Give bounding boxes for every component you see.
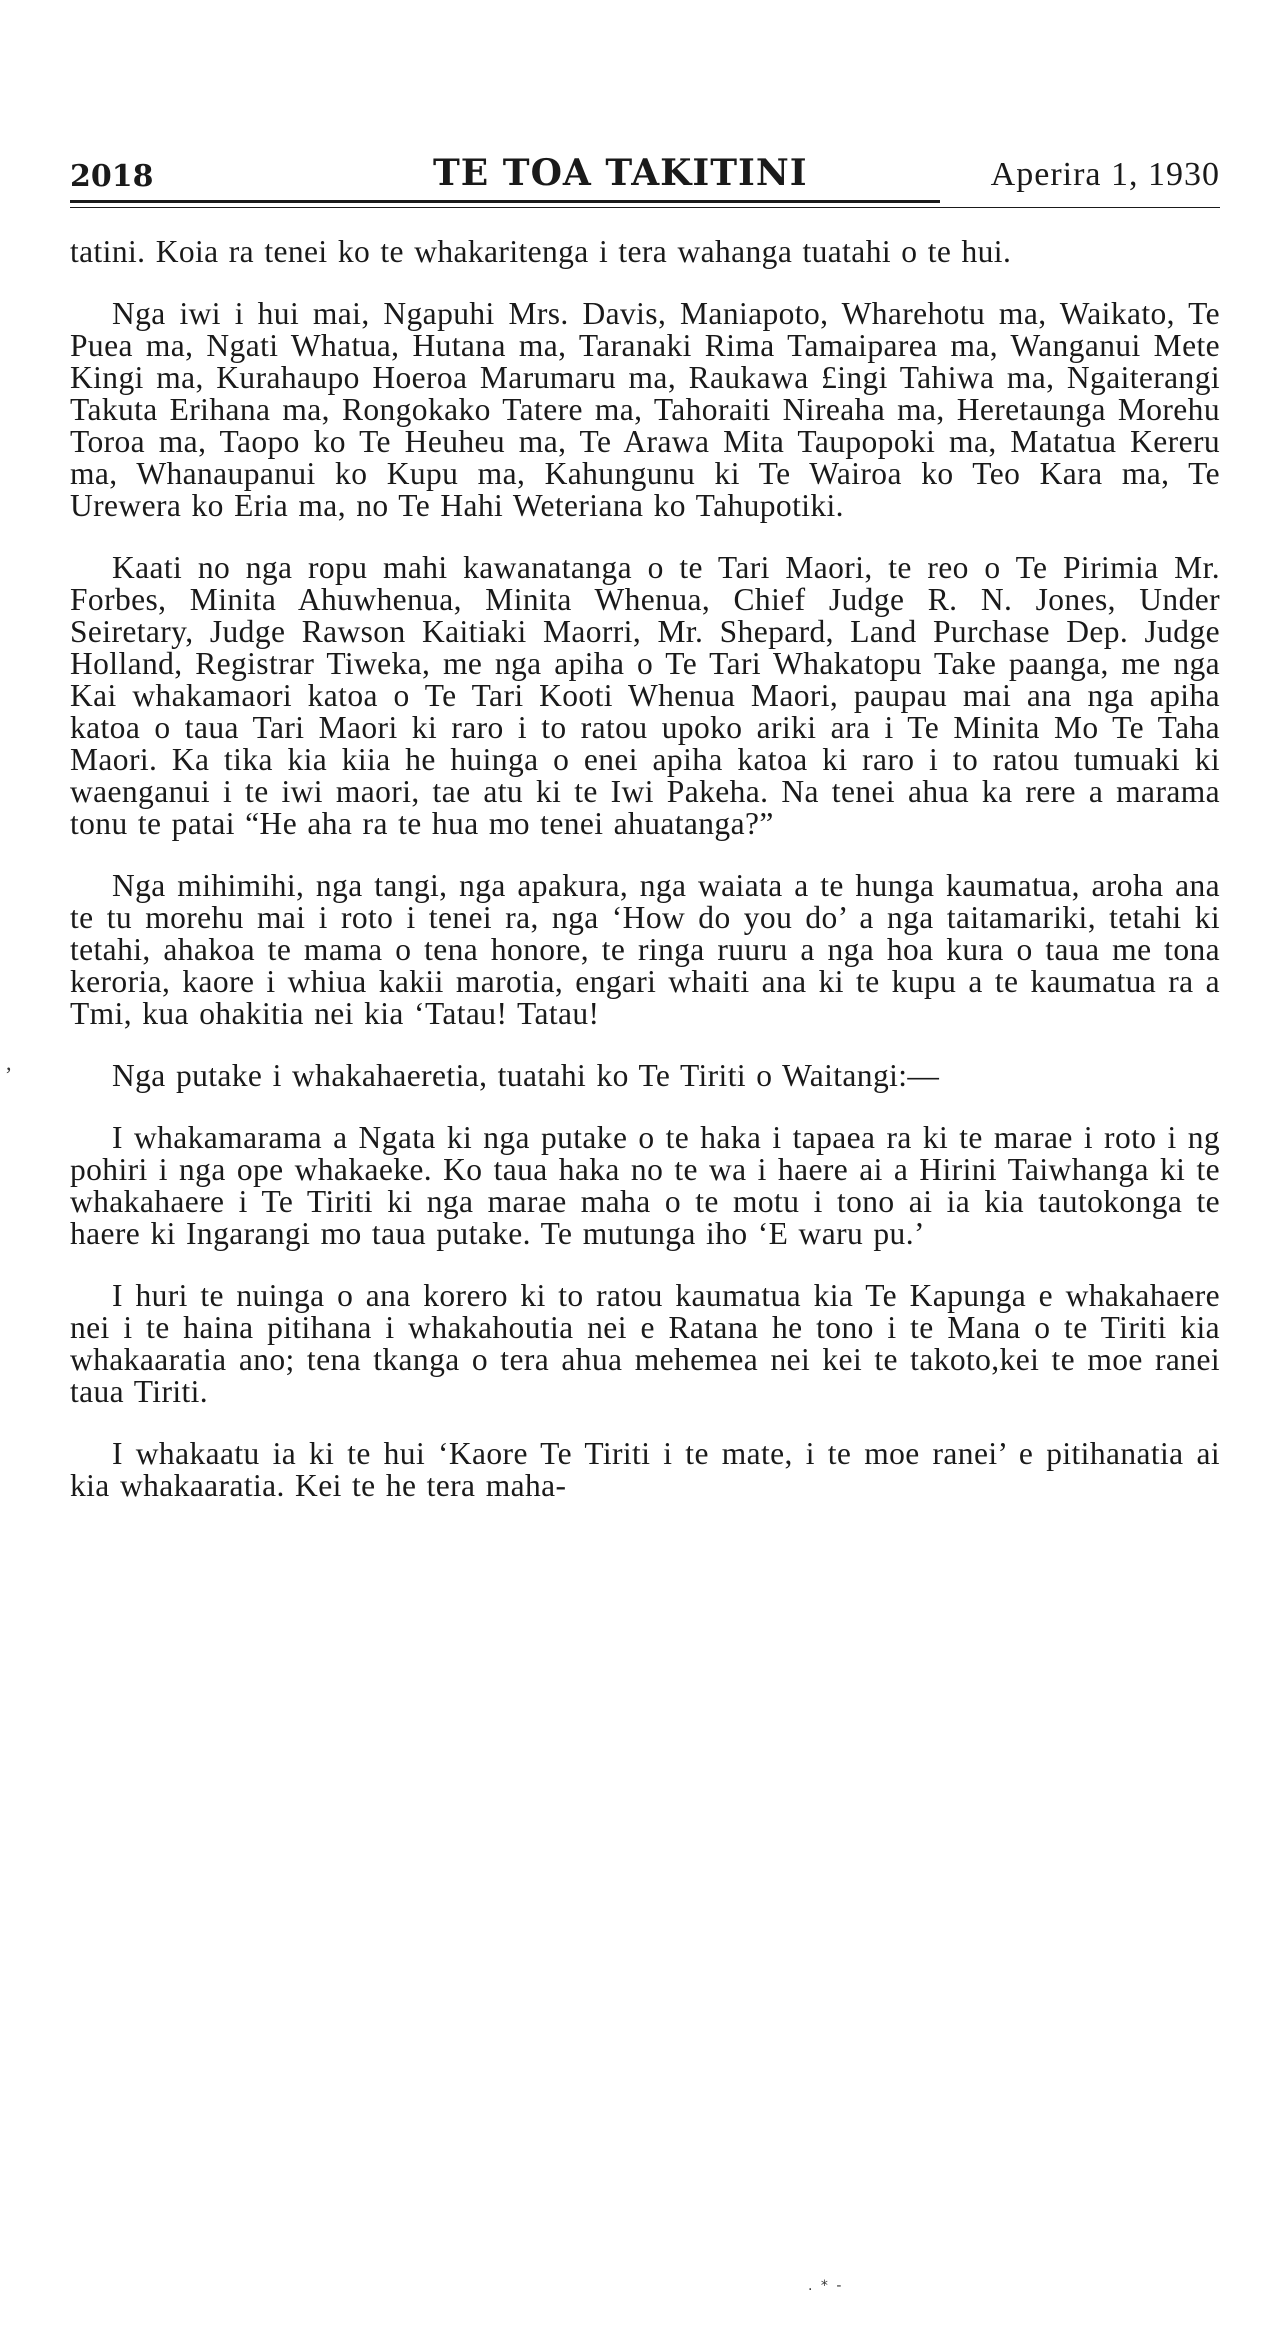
margin-mark: , [6,1050,12,1075]
running-header [70,150,1220,194]
paragraph: Nga mihimihi, nga tangi, nga apakura, nga waiata a te hunga kaumatua, aroha ana te tu morehu mai i roto i tenei ra, nga ‘How do you do’ a nga taitamariki, tetahi ki tetahi, ahakoa te mama o tena honore, te ringa ruuru a nga hoa kura o taua me tona keroria, kaore i whiua kakii marotia, engari whaiti ana ki te kupu a te kaumatua ra a Tmi, kua ohakitia nei kia ‘Tatau! Tatau! [70,868,1220,1031]
paragraph: I whakamarama a Ngata ki nga putake o te haka i tapaea ra ki te marae i roto i ng pohiri i nga ope whakaeke. Ko taua haka no te wa i haere ai a Hirini Taiwhanga ki te whakahaere i Te Tiriti ki nga marae maha o te motu i tono ai ia kia tautokonga te haere ki Ingarangi mo taua putake. Te mutunga iho ‘E waru pu.’ [70,1120,1220,1251]
page-number: 2018 [70,159,154,194]
footer-mark: . * - [808,2278,844,2294]
paragraph: I huri te nuinga o ana korero ki to ratou kaumatua kia Te Kapunga e whakahaere nei i te haina pitihana i whakahoutia nei e Ratana he tono i te Mana o te Tiriti kia whakaaratia ano; tena tkanga o tera ahua mehemea nei kei te takoto,kei te moe ranei taua Tiriti. [70,1278,1220,1409]
issue-date: Aperira 1, 1930 [990,156,1220,193]
article-body [70,236,1220,1502]
paragraph: Kaati no nga ropu mahi kawanatanga o te Tari Maori, te reo o Te Pirimia Mr. Forbes, Minita Ahuwhenua, Minita Whenua, Chief Judge R. N. Jones, Under Seiretary, Judge Rawson Kaitiaki Maorri, Mr. Shepard, Land Purchase Dep. Judge Holland, Registrar Tiweka, me nga apiha o Te Tari Whakatopu Take paanga, me nga Kai whakamaori katoa o Te Tari Kooti Whenua Maori, paupau mai ana nga apiha katoa o taua Tari Maori ki raro i to ratou upoko ariki ara i Te Minita Mo Te Taha Maori. Ka tika kia kiia he huinga o enei apiha katoa ki raro i to ratou tumuaki ki waenganui i te iwi maori, tae atu ki te Iwi Pakeha. Na tenei ahua ka rere a marama tonu te patai “He aha ra te hua mo tenei ahuatanga?” [70,550,1220,841]
paragraph: Nga putake i whakahaeretia, tuatahi ko Te Tiriti o Waitangi:— [112,1058,940,1093]
header-rule-thin [70,207,1220,208]
paragraph: I whakaatu ia ki te hui ‘Kaore Te Tiriti i te mate, i te moe ranei’ e pitihanatia ai kia whakaaratia. Kei te he tera maha- [70,1436,1220,1503]
document-page [70,150,1220,1532]
paragraph: Nga iwi i hui mai, Ngapuhi Mrs. Davis, Maniapoto, Wharehotu ma, Waikato, Te Puea ma, Ngati Whatua, Hutana ma, Taranaki Rima Tamaiparea ma, Wanganui Mete Kingi ma, Kurahaupo Hoeroa Marumaru ma, Raukawa £ingi Tahiwa ma, Ngaiterangi Takuta Erihana ma, Rongokako Tatere ma, Tahoraiti Nireaha ma, Heretaunga Morehu Toroa ma, Taopo ko Te Heuheu ma, Te Arawa Mita Taupopoki ma, Matatua Kereru ma, Whanaupanui ko Kupu ma, Kahungunu ki Te Wairoa ko Teo Kara ma, Te Urewera ko Eria ma, no Te Hahi Weteriana ko Tahupotiki. [70,296,1220,523]
publication-title: TE TOA TAKITINI [433,152,808,194]
paragraph: tatini. Koia ra tenei ko te whakaritenga i tera wahanga tuatahi o te hui. [70,234,1012,269]
header-rule-thick [70,200,940,203]
